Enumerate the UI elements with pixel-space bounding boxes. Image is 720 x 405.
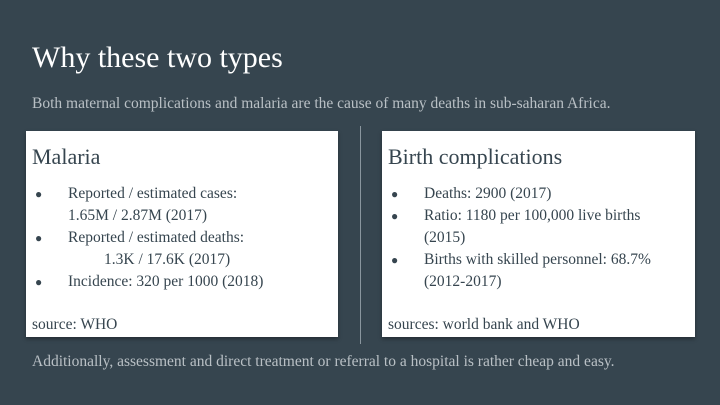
malaria-cases-label: Reported / estimated cases:: [68, 185, 238, 202]
slide-subtitle: Both maternal complications and malaria are the cause of many deaths in sub-saharan Africa.: [32, 95, 611, 112]
birth-deaths-text: Deaths: 2900 (2017): [424, 185, 552, 202]
birth-bullet-skilled: [382, 249, 695, 293]
malaria-deaths-value: 1.3K / 17.6K (2017): [104, 251, 231, 268]
birth-skilled-years: (2012-2017): [424, 273, 502, 290]
malaria-cases-value: 1.65M / 2.87M (2017): [68, 207, 208, 224]
malaria-bullet-list: [26, 183, 338, 293]
bullet-icon: ●: [391, 187, 399, 201]
slide-footer: Additionally, assessment and direct treatment or referral to a hospital is rather cheap and easy.: [32, 353, 615, 370]
bullet-icon: ●: [35, 275, 43, 289]
birth-card-heading: Birth complications: [388, 144, 563, 169]
malaria-card: [26, 131, 338, 337]
vertical-divider: [360, 126, 361, 344]
malaria-bullet-incidence: [26, 271, 338, 293]
malaria-card-heading: Malaria: [32, 144, 101, 169]
malaria-deaths-label: Reported / estimated deaths:: [68, 229, 245, 246]
birth-ratio-year: (2015): [424, 229, 466, 246]
birth-bullet-list: [382, 183, 695, 293]
birth-bullet-ratio: [382, 205, 695, 249]
birth-source: sources: world bank and WHO: [388, 316, 580, 334]
birth-complications-card: [382, 131, 695, 337]
slide-title: Why these two types: [32, 41, 283, 74]
malaria-bullet-deaths: [26, 227, 338, 271]
bullet-icon: ●: [35, 231, 43, 245]
malaria-bullet-cases: [26, 183, 338, 227]
malaria-incidence-text: Incidence: 320 per 1000 (2018): [68, 273, 264, 290]
malaria-source: source: WHO: [32, 316, 118, 334]
bullet-icon: ●: [391, 253, 399, 267]
birth-ratio-text: Ratio: 1180 per 100,000 live births: [424, 207, 641, 224]
birth-bullet-deaths: [382, 183, 695, 205]
birth-skilled-text: Births with skilled personnel: 68.7%: [424, 251, 651, 268]
bullet-icon: ●: [391, 209, 399, 223]
bullet-icon: ●: [35, 187, 43, 201]
